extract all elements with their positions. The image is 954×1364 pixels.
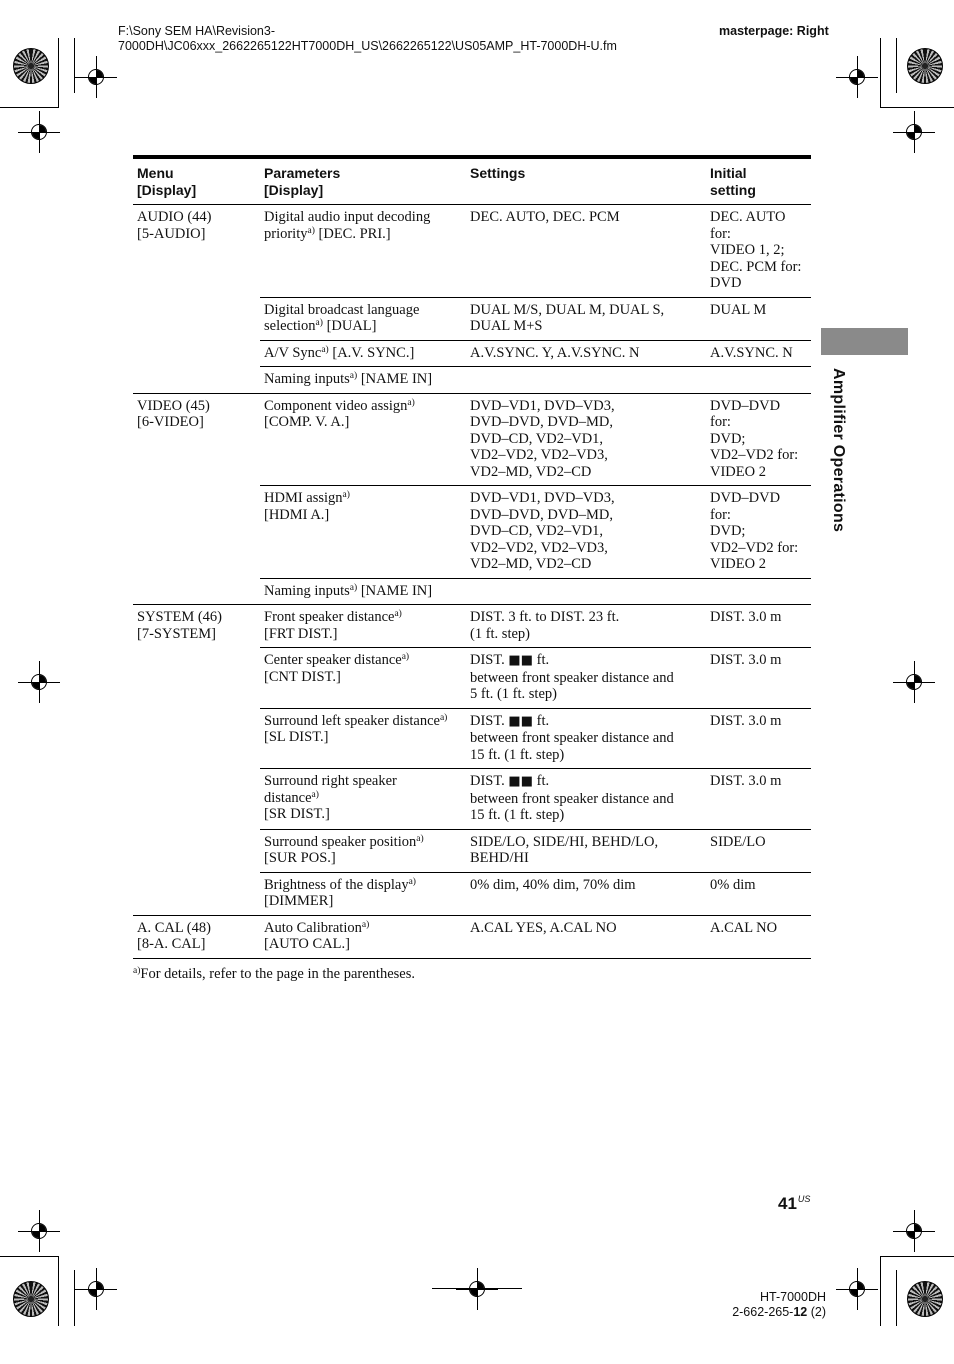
settings-cell: DIST. ■■ ft. between front speaker distance and 5 ft. (1 ft. step)	[466, 648, 706, 709]
initial-setting-cell: A.V.SYNC. N	[706, 340, 811, 367]
column-header-initial: Initial setting	[706, 157, 811, 205]
crosshair-icon	[846, 66, 868, 88]
initial-setting-cell: DIST. 3.0 m	[706, 708, 811, 769]
column-header-parameters: Parameters [Display]	[260, 157, 466, 205]
parameter-cell: Front speaker distance$^{a)}$ [FRT DIST.]	[260, 605, 466, 648]
parameter-cell: Component video assign$^{a)}$ [COMP. V. A.]	[260, 393, 466, 486]
registration-disc-icon	[907, 48, 943, 84]
parameter-cell: Naming inputs$^{a)}$ [NAME IN]	[260, 367, 466, 394]
parameter-cell: Digital audio input decoding priority$^{a)}$ [DEC. PRI.]	[260, 205, 466, 298]
settings-cell: 0% dim, 40% dim, 70% dim	[466, 872, 706, 915]
page-number: $41^{US}$	[778, 1194, 811, 1213]
settings-cell: DVD–VD1, DVD–VD3, DVD–DVD, DVD–MD, DVD–CD, VD2–VD1, VD2–VD2, VD2–VD3, VD2–MD, VD2–CD	[466, 486, 706, 579]
initial-setting-cell: DUAL M	[706, 297, 811, 340]
parameter-cell: HDMI assign$^{a)}$ [HDMI A.]	[260, 486, 466, 579]
settings-cell	[466, 578, 706, 605]
settings-cell	[466, 367, 706, 394]
settings-cell: SIDE/LO, SIDE/HI, BEHD/LO, BEHD/HI	[466, 829, 706, 872]
part-number: 2-662-265-12 (2)	[732, 1305, 826, 1319]
crosshair-icon	[846, 1278, 868, 1300]
parameter-cell: Surround left speaker distance$^{a)}$ [SL DIST.]	[260, 708, 466, 769]
menu-cell: AUDIO (44) [5-AUDIO]	[133, 205, 260, 394]
registration-disc-icon	[13, 48, 49, 84]
table-row	[133, 393, 811, 486]
column-header-menu: Menu [Display]	[133, 157, 260, 205]
parameter-cell: Surround speaker position$^{a)}$ [SUR POS.]	[260, 829, 466, 872]
initial-setting-cell: DVD–DVD for: DVD; VD2–VD2 for: VIDEO 2	[706, 393, 811, 486]
initial-setting-cell: DEC. AUTO for: VIDEO 1, 2; DEC. PCM for: DVD	[706, 205, 811, 298]
section-tab	[821, 328, 908, 355]
footnote	[133, 966, 415, 983]
parameter-cell: Naming inputs$^{a)}$ [NAME IN]	[260, 578, 466, 605]
initial-setting-cell: DIST. 3.0 m	[706, 648, 811, 709]
table-header-row	[133, 157, 811, 205]
initial-setting-cell	[706, 367, 811, 394]
settings-cell: DIST. 3 ft. to DIST. 23 ft. (1 ft. step)	[466, 605, 706, 648]
settings-cell: DVD–VD1, DVD–VD3, DVD–DVD, DVD–MD, DVD–CD, VD2–VD1, VD2–VD2, VD2–VD3, VD2–MD, VD2–CD	[466, 393, 706, 486]
initial-setting-cell: DVD–DVD for: DVD; VD2–VD2 for: VIDEO 2	[706, 486, 811, 579]
initial-setting-cell: DIST. 3.0 m	[706, 769, 811, 830]
initial-setting-cell: DIST. 3.0 m	[706, 605, 811, 648]
table-row	[133, 915, 811, 958]
parameter-cell: Surround right speaker distance$^{a)}$ [SR DIST.]	[260, 769, 466, 830]
column-header-settings: Settings	[466, 157, 706, 205]
initial-setting-cell: 0% dim	[706, 872, 811, 915]
crosshair-icon	[903, 121, 925, 143]
initial-setting-cell: SIDE/LO	[706, 829, 811, 872]
parameter-cell: Brightness of the display$^{a)}$ [DIMMER]	[260, 872, 466, 915]
crosshair-icon	[466, 1278, 488, 1300]
model-name: HT-7000DH	[760, 1290, 826, 1304]
crosshair-icon	[28, 671, 50, 693]
initial-setting-cell: A.CAL NO	[706, 915, 811, 958]
crosshair-icon	[85, 66, 107, 88]
parameter-cell: Auto Calibration$^{a)}$ [AUTO CAL.]	[260, 915, 466, 958]
settings-cell: DEC. AUTO, DEC. PCM	[466, 205, 706, 298]
initial-setting-cell	[706, 578, 811, 605]
footnote-mark: a)	[133, 966, 141, 976]
crosshair-icon	[903, 671, 925, 693]
menu-cell: SYSTEM (46) [7-SYSTEM]	[133, 605, 260, 916]
settings-cell: DUAL M/S, DUAL M, DUAL S, DUAL M+S	[466, 297, 706, 340]
registration-disc-icon	[13, 1281, 49, 1317]
settings-cell: DIST. ■■ ft. between front speaker distance and 15 ft. (1 ft. step)	[466, 769, 706, 830]
settings-table	[133, 155, 811, 959]
settings-cell: A.CAL YES, A.CAL NO	[466, 915, 706, 958]
footnote-text: For details, refer to the page in the parentheses.	[140, 966, 415, 982]
settings-cell: DIST. ■■ ft. between front speaker distance and 15 ft. (1 ft. step)	[466, 708, 706, 769]
crosshair-icon	[28, 121, 50, 143]
masterpage-label: masterpage: Right	[719, 24, 829, 38]
file-path-header: F:\Sony SEM HA\Revision3-7000DH\JC06xxx_2662265122HT7000DH_US\2662265122\US05AMP_HT-7000DH-U.fm	[118, 24, 617, 53]
crosshair-icon	[903, 1220, 925, 1242]
table-row	[133, 205, 811, 298]
menu-cell: A. CAL (48) [8-A. CAL]	[133, 915, 260, 958]
registration-disc-icon	[907, 1281, 943, 1317]
parameter-cell: Center speaker distance$^{a)}$ [CNT DIST.]	[260, 648, 466, 709]
parameter-cell: A/V Sync$^{a)}$ [A.V. SYNC.]	[260, 340, 466, 367]
table-row	[133, 605, 811, 648]
crosshair-icon	[85, 1278, 107, 1300]
crosshair-icon	[28, 1220, 50, 1242]
parameter-cell: Digital broadcast language selection$^{a)}$ [DUAL]	[260, 297, 466, 340]
menu-cell: VIDEO (45) [6-VIDEO]	[133, 393, 260, 605]
model-info	[732, 1290, 826, 1320]
section-tab-label: Amplifier Operations	[830, 368, 847, 533]
settings-cell: A.V.SYNC. Y, A.V.SYNC. N	[466, 340, 706, 367]
